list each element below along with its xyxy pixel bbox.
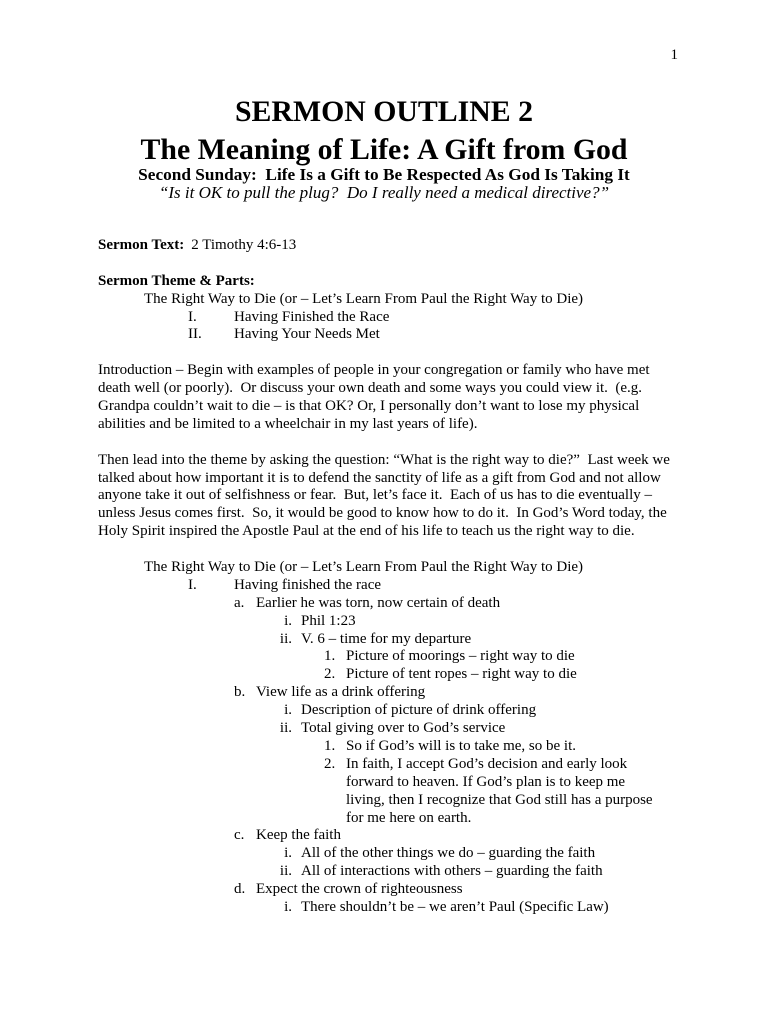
outline-subpoint bbox=[98, 899, 738, 917]
outline-subpoint bbox=[98, 845, 738, 863]
outline-text: Description of picture of drink offering bbox=[301, 702, 537, 719]
part-text: Having Your Needs Met bbox=[234, 326, 380, 343]
sermon-text-label: Sermon Text: bbox=[98, 237, 185, 253]
outline-text: V. 6 – time for my departure bbox=[301, 630, 472, 647]
outline-marker: c. bbox=[234, 827, 245, 844]
outline-item bbox=[98, 648, 738, 666]
outline-item-continuation: living, then I recognize that God still has a purpose bbox=[346, 791, 653, 808]
introduction-paragraph bbox=[98, 362, 738, 434]
outline-point bbox=[98, 827, 738, 845]
paragraph-line: Introduction – Begin with examples of people in your congregation or family who have met bbox=[98, 362, 650, 379]
part-item bbox=[98, 326, 738, 344]
outline-text: Picture of tent ropes – right way to die bbox=[346, 666, 577, 683]
guiding-question: “Is it OK to pull the plug? Do I really need a medical directive?” bbox=[158, 182, 610, 202]
outline-text: Picture of moorings – right way to die bbox=[346, 648, 575, 665]
part-numeral: I. bbox=[188, 308, 197, 325]
theme-statement: The Right Way to Die (or – Let’s Learn From Paul the Right Way to Die) bbox=[144, 290, 584, 307]
sermon-outline bbox=[98, 559, 738, 917]
outline-marker: b. bbox=[234, 684, 246, 701]
document-subtitle: The Meaning of Life: A Gift from God bbox=[140, 133, 628, 166]
part-item bbox=[98, 309, 738, 327]
page-number: 1 bbox=[670, 47, 678, 63]
document-title: SERMON OUTLINE 2 bbox=[234, 95, 533, 128]
outline-point bbox=[98, 684, 738, 702]
outline-marker: ii. bbox=[279, 630, 292, 647]
outline-text: All of the other things we do – guarding the faith bbox=[301, 845, 596, 862]
outline-marker: i. bbox=[284, 845, 292, 862]
outline-body bbox=[98, 237, 738, 917]
outline-point bbox=[98, 595, 738, 613]
outline-text: Total giving over to God’s service bbox=[301, 720, 506, 737]
sermon-text-reference: 2 Timothy 4:6-13 bbox=[191, 237, 297, 253]
outline-text: In faith, I accept God’s decision and early look bbox=[346, 755, 628, 772]
outline-text: There shouldn’t be – we aren’t Paul (Specific Law) bbox=[301, 898, 609, 915]
paragraph-line: abilities and be limited to a wheelchair in my last years of life). bbox=[98, 415, 478, 432]
outline-text: So if God’s will is to take me, so be it. bbox=[346, 737, 576, 754]
outline-subpoint bbox=[98, 720, 738, 738]
subheading-block bbox=[0, 166, 768, 201]
paragraph-line: Then lead into the theme by asking the question: “What is the right way to die?” Last week we bbox=[98, 451, 670, 468]
outline-marker: a. bbox=[234, 594, 245, 611]
paragraph-line: anyone take it out of selfishness or fear. But, let’s face it. Each of us has to die eventually – bbox=[98, 487, 653, 504]
outline-text: View life as a drink offering bbox=[256, 684, 426, 701]
outline-part bbox=[98, 577, 738, 595]
outline-point bbox=[98, 881, 738, 899]
outline-marker: d. bbox=[234, 881, 246, 898]
outline-item bbox=[98, 738, 738, 756]
paragraph-line: Holy Spirit inspired the Apostle Paul at the end of his life to teach us the right way to die. bbox=[98, 523, 635, 540]
title-block bbox=[0, 93, 768, 169]
outline-marker: 1. bbox=[324, 648, 336, 665]
outline-text: Earlier he was torn, now certain of death bbox=[256, 594, 501, 611]
outline-marker: 2. bbox=[324, 666, 336, 683]
outline-subpoint bbox=[98, 863, 738, 881]
theme-parts-heading: Sermon Theme & Parts: bbox=[98, 272, 255, 289]
outline-text: Phil 1:23 bbox=[301, 612, 356, 629]
outline-subpoint bbox=[98, 631, 738, 649]
outline-item bbox=[98, 756, 738, 774]
paragraph-line: talked about how important it is to defend the sanctity of life as a gift from God and not allow bbox=[98, 469, 661, 486]
part-text: Having Finished the Race bbox=[234, 308, 390, 325]
outline-part-numeral: I. bbox=[188, 576, 197, 593]
outline-item-continuation: for me here on earth. bbox=[346, 809, 472, 826]
theme-parts-section bbox=[98, 273, 738, 345]
part-numeral: II. bbox=[188, 326, 202, 343]
outline-marker: ii. bbox=[279, 720, 292, 737]
paragraph-line: Grandpa couldn’t wait to die – is that OK? Or, I personally don’t want to lose my physical bbox=[98, 398, 640, 415]
outline-item-continuation: forward to heaven. If God’s plan is to keep me bbox=[346, 773, 626, 790]
outline-text: Keep the faith bbox=[256, 827, 341, 844]
outline-marker: i. bbox=[284, 898, 292, 915]
outline-text: All of interactions with others – guarding the faith bbox=[301, 863, 603, 880]
outline-marker: 2. bbox=[324, 755, 336, 772]
sermon-text-line bbox=[98, 237, 738, 255]
outline-marker: ii. bbox=[279, 863, 292, 880]
transition-paragraph bbox=[98, 452, 738, 541]
paragraph-line: unless Jesus comes first. So, it would be good to know how to do it. In God’s Word today, the bbox=[98, 505, 667, 522]
outline-marker: 1. bbox=[324, 737, 336, 754]
sunday-heading: Second Sunday: Life Is a Gift to Be Respected As God Is Taking It bbox=[138, 165, 630, 184]
outline-item bbox=[98, 666, 738, 684]
outline-subpoint bbox=[98, 702, 738, 720]
outline-text: Expect the crown of righteousness bbox=[256, 881, 463, 898]
outline-marker: i. bbox=[284, 702, 292, 719]
paragraph-line: death well (or poorly). Or discuss your own death and some ways you could view it. (e.g. bbox=[98, 380, 643, 397]
outline-part-text: Having finished the race bbox=[234, 576, 382, 593]
outline-marker: i. bbox=[284, 612, 292, 629]
outline-theme: The Right Way to Die (or – Let’s Learn From Paul the Right Way to Die) bbox=[144, 559, 584, 576]
outline-subpoint bbox=[98, 613, 738, 631]
